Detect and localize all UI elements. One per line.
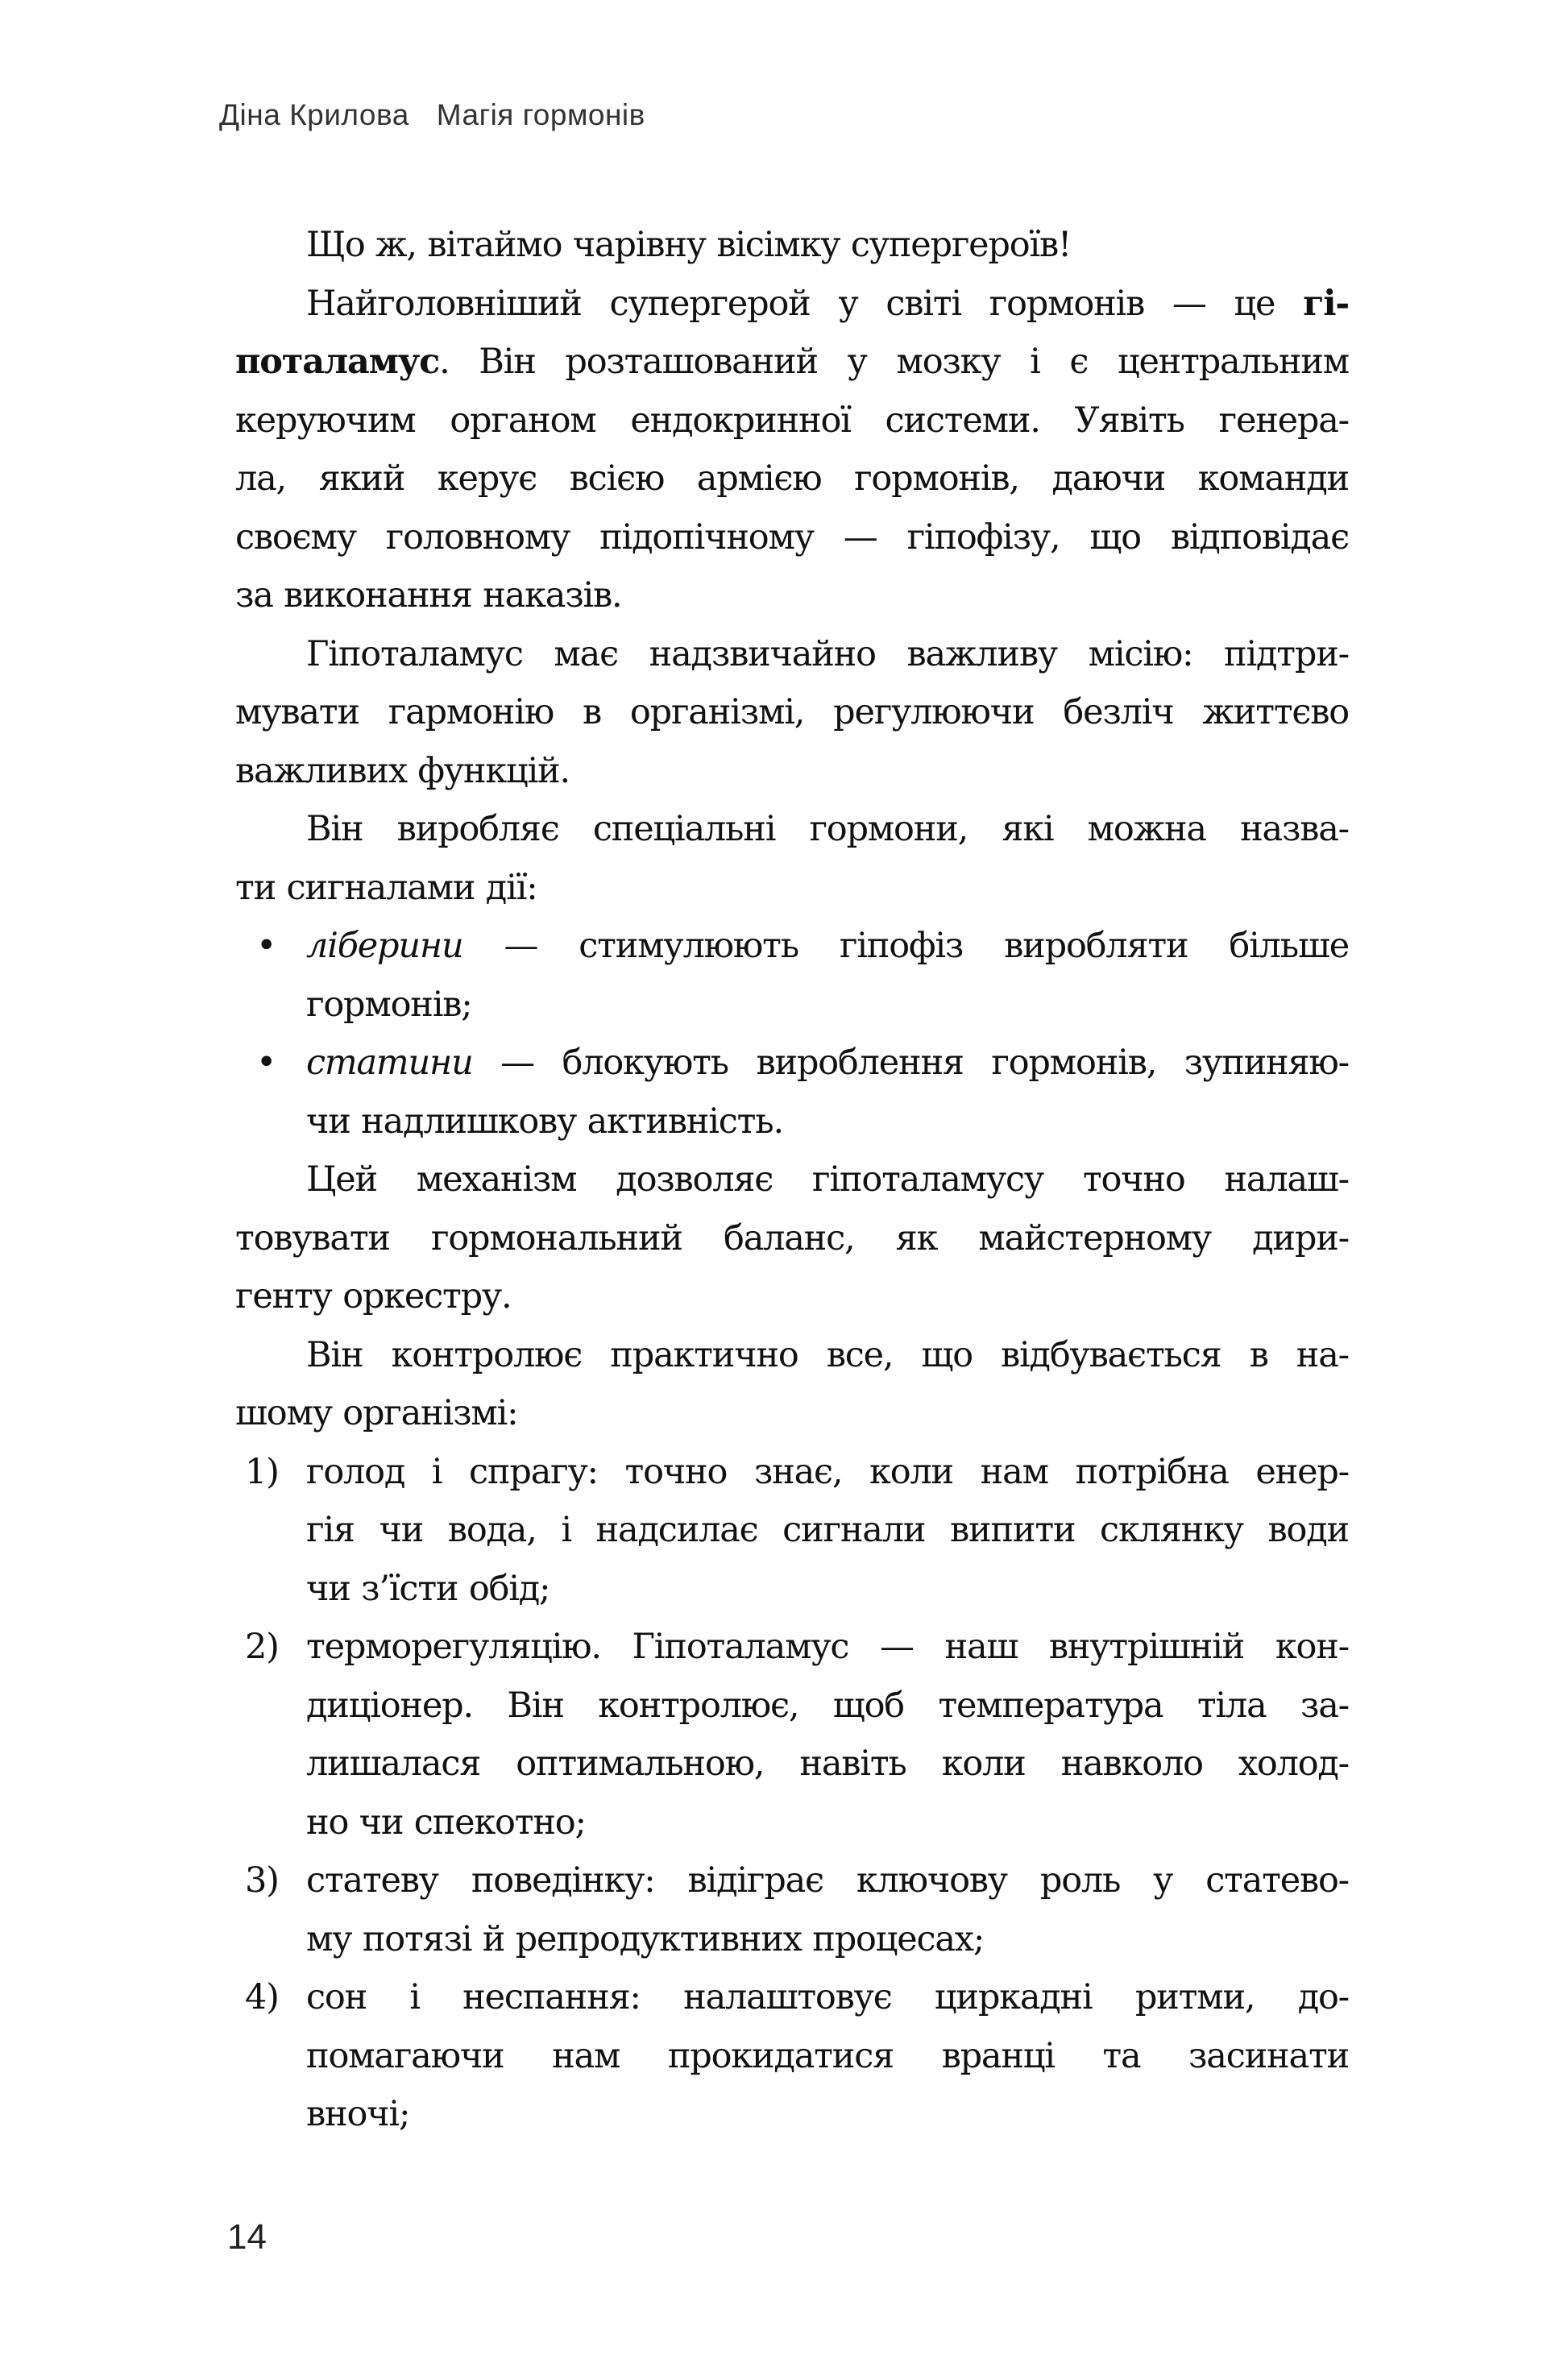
list-item: 4) сон і неспання: налаштовує циркадні ритми, до- помагаючи нам прокидатися вранці та засинати вночі; xyxy=(235,1968,1349,2144)
list-item: • ліберини — стимулюють гіпофіз виробляти більше гормонів; xyxy=(235,917,1349,1034)
book-title: Магія гормонів xyxy=(436,98,645,131)
bullet-icon: • xyxy=(256,926,276,966)
paragraph-signals: Він виробляє спеціальні гормони, які можна назва- ти сигналами дії: xyxy=(235,809,1349,908)
numbered-list xyxy=(235,1443,1349,2144)
bullet-icon: • xyxy=(256,1043,276,1083)
bullet-list xyxy=(235,917,1349,1151)
term-hypothalamus-part1: гі- xyxy=(1303,283,1349,324)
page-number: 14 xyxy=(227,2217,267,2257)
term-hypothalamus-part2: поталамус xyxy=(235,342,440,382)
paragraph-hypothalamus: Найголовніший супергерой у світі гормонів — це гі- поталамус. Він розташований у мозку і є центральним керуючим органом ендокринної системи. Уявіть генера- ла, який керує всією армією гормонів, даючи команди своєму головному підопічному — гіпофізу, що відповідає за виконання наказів. xyxy=(235,283,1349,616)
page-body xyxy=(235,216,1349,2144)
author-name: Діна Крилова xyxy=(219,98,409,131)
term-statins: статини xyxy=(306,1043,473,1083)
list-number: 4) xyxy=(245,1977,279,2017)
list-number: 1) xyxy=(245,1451,279,1492)
paragraph-controls: Він контролює практично все, що відбувається в на- шому організмі: xyxy=(235,1334,1349,1433)
paragraph-mechanism: Цей механізм дозволяє гіпоталамусу точно налаш- товувати гормональний баланс, як майстерному дири- генту оркестру. xyxy=(235,1159,1349,1316)
list-item: 1) голод і спрагу: точно знає, коли нам потрібна енер- гія чи вода, і надсилає сигнали випити склянку води чи з’їсти обід; xyxy=(235,1443,1349,1619)
term-liberins: ліберини xyxy=(306,926,463,966)
list-item: 2) терморегуляцію. Гіпоталамус — наш внутрішній кон- диціонер. Він контролює, щоб температура тіла за- лишалася оптимальною, навіть коли навколо холод- но чи спекотно; xyxy=(235,1618,1349,1851)
list-number: 2) xyxy=(245,1627,279,1667)
running-head xyxy=(219,98,645,132)
list-number: 3) xyxy=(245,1860,279,1901)
list-item: 3) статеву поведінку: відіграє ключову роль у статево- му потязі й репродуктивних процесах; xyxy=(235,1851,1349,1968)
list-item: • статини — блокують вироблення гормонів, зупиняю- чи надлишкову активність. xyxy=(235,1034,1349,1151)
paragraph-intro: Що ж, вітаймо чарівну вісімку супергероїв! xyxy=(306,225,1072,265)
paragraph-mission: Гіпоталамус має надзвичайно важливу місію: підтри- мувати гармонію в організмі, регулюючи безліч життєво важливих функцій. xyxy=(235,633,1349,791)
